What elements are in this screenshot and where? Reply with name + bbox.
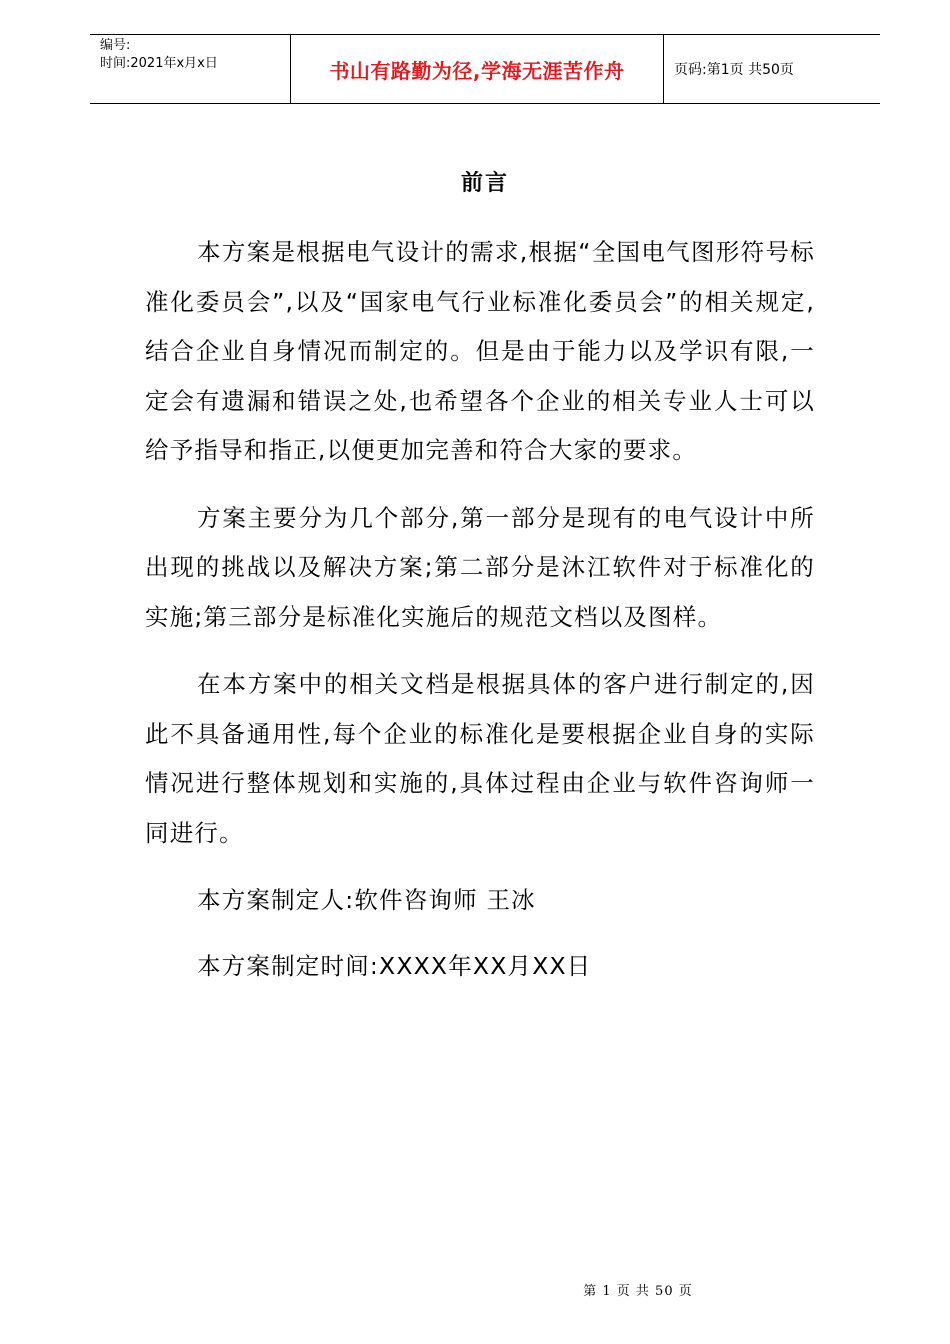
header-number-label: 编号: bbox=[100, 38, 131, 53]
paragraph-2: 方案主要分为几个部分,第一部分是现有的电气设计中所出现的挑战以及解决方案;第二部分是沐江软件对于标准化的实施;第三部分是标准化实施后的规范文档以及图样。 bbox=[145, 503, 815, 631]
header-page-info: 页码:第1页 共50页 bbox=[674, 62, 794, 78]
header-time-label: 时间:2021年x月x日 bbox=[100, 56, 218, 71]
page-footer: 第 1 页 共 50 页 bbox=[583, 1284, 693, 1299]
header-meta bbox=[90, 35, 291, 103]
author-line: 本方案制定人:软件咨询师 王冰 bbox=[197, 886, 536, 914]
header-motto: 书山有路勤为径,学海无涯苦作舟 bbox=[291, 35, 664, 103]
paragraph-1: 本方案是根据电气设计的需求,根据“全国电气图形符号标准化委员会”,以及“国家电气行业标准化委员会”的相关规定,结合企业自身情况而制定的。但是由于能力以及学识有限,一定会有遗漏和错误之处,也希望各个企业的相关专业人士可以给予指导和指正,以便更加完善和符合大家的要求。 bbox=[145, 238, 815, 464]
paragraph-3: 在本方案中的相关文档是根据具体的客户进行制定的,因此不具备通用性,每个企业的标准化是要根据企业自身的实际情况进行整体规划和实施的,具体过程由企业与软件咨询师一同进行。 bbox=[145, 670, 815, 847]
document-body bbox=[145, 228, 815, 1007]
date-line: 本方案制定时间:XXXX年XX月XX日 bbox=[197, 951, 592, 980]
page-header bbox=[90, 34, 880, 104]
document-title: 前言 bbox=[460, 171, 509, 196]
